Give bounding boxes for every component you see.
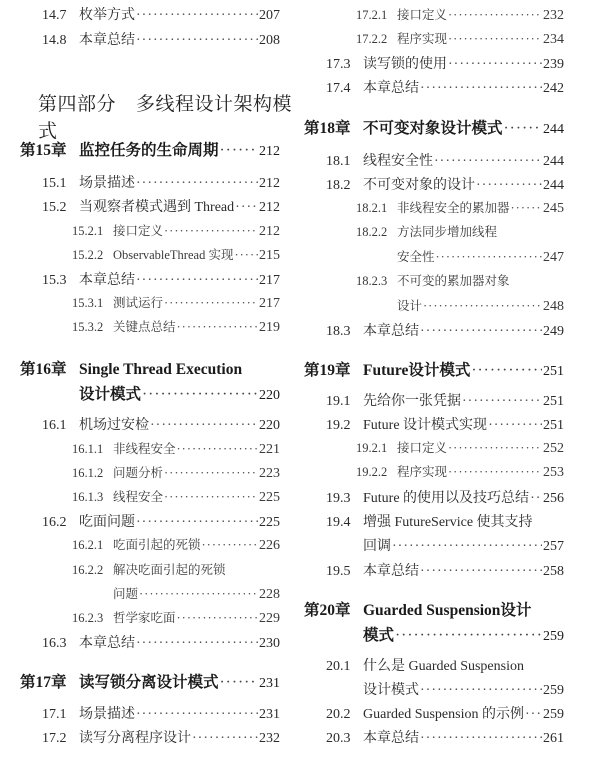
leader-dots	[192, 731, 258, 747]
toc-entry-line1[interactable]	[326, 511, 533, 531]
leader-dots	[202, 538, 258, 553]
leader-dots	[476, 178, 542, 194]
section-number: 18.1	[326, 154, 351, 169]
page-number: 226	[259, 538, 280, 553]
toc-entry[interactable]	[72, 245, 280, 264]
leader-dots	[420, 564, 542, 580]
leader-dots	[488, 418, 542, 434]
leader-dots	[395, 627, 542, 645]
section-title: 本章总结	[79, 636, 135, 651]
toc-entry[interactable]	[356, 438, 564, 457]
section-number: 14.7	[42, 8, 67, 23]
chapter-number: 第18章	[304, 120, 351, 137]
toc-entry[interactable]	[42, 29, 280, 49]
chapter-number: 第20章	[304, 602, 351, 619]
section-number: 14.8	[42, 33, 67, 48]
toc-entry[interactable]	[326, 703, 564, 723]
toc-entry-line2[interactable]	[113, 584, 280, 603]
chapter-title: 读写锁分离设计模式	[79, 674, 219, 691]
section-title: 程序实现	[397, 32, 448, 46]
chapter-title: 不可变对象设计模式	[363, 120, 503, 137]
section-number: 19.3	[326, 491, 351, 506]
leader-dots	[436, 250, 542, 265]
section-number: 17.2.2	[356, 32, 388, 46]
section-title: 测试运行	[113, 296, 164, 310]
section-number: 17.3	[326, 57, 351, 72]
section-title: 哲学家吃面	[113, 611, 176, 625]
section-number: 17.2	[42, 731, 67, 746]
page-number: 219	[259, 320, 280, 335]
chapter-title-line1: Single Thread Execution	[79, 361, 243, 378]
leader-dots	[150, 418, 258, 434]
page-number: 259	[543, 707, 564, 722]
page-number: 229	[259, 611, 280, 626]
section-number: 19.5	[326, 564, 351, 579]
chapter-title: Future设计模式	[363, 362, 471, 379]
page-number: 217	[259, 296, 280, 311]
leader-dots	[420, 81, 542, 97]
section-number: 16.1	[42, 418, 67, 433]
section-title: 吃面引起的死锁	[113, 538, 201, 552]
page-number: 249	[543, 324, 564, 339]
toc-entry[interactable]	[326, 174, 564, 194]
leader-dots	[136, 33, 258, 49]
section-number: 18.2	[326, 178, 351, 193]
section-title: 接口定义	[113, 224, 164, 238]
leader-dots	[177, 320, 258, 335]
leader-dots	[504, 120, 542, 138]
section-title: Future 的使用以及技巧总结	[363, 491, 530, 506]
section-title: 枚举方式	[79, 8, 135, 23]
page-number: 212	[259, 224, 280, 239]
leader-dots	[136, 515, 258, 531]
page-number: 220	[259, 418, 280, 433]
page-number: 256	[543, 491, 564, 506]
section-title-line2: 设计模式	[363, 683, 419, 698]
toc-entry-line2[interactable]	[397, 247, 564, 266]
chapter-entry-line1[interactable]	[304, 598, 531, 620]
section-number: 16.2.1	[72, 538, 104, 552]
part-title: 多线程设计架构模式	[38, 94, 293, 142]
page-number: 215	[259, 248, 280, 263]
section-title: Future 设计模式实现	[363, 418, 488, 433]
section-number: 15.3	[42, 273, 67, 288]
leader-dots	[420, 731, 542, 747]
section-title-line1: 解决吃面引起的死锁	[113, 563, 226, 577]
page-number: 212	[259, 176, 280, 191]
toc-entry[interactable]	[356, 198, 564, 217]
part-label: 第四部分	[38, 94, 117, 115]
section-title: 程序实现	[397, 465, 448, 479]
section-number: 17.4	[326, 81, 351, 96]
leader-dots	[525, 707, 542, 723]
section-title: 当观察者模式遇到 Thread	[79, 200, 235, 215]
page-number: 228	[259, 587, 280, 602]
leader-dots	[471, 362, 542, 380]
page-number: 223	[259, 466, 280, 481]
leader-dots	[164, 490, 258, 505]
section-title: ObservableThread 实现	[113, 248, 234, 262]
page-number: 251	[543, 364, 564, 379]
page-number: 245	[543, 201, 564, 216]
section-title: 不可变对象的设计	[363, 178, 475, 193]
toc-entry[interactable]	[42, 632, 280, 652]
chapter-entry[interactable]	[304, 358, 564, 380]
page-number: 259	[543, 683, 564, 698]
leader-dots	[448, 8, 542, 23]
page-number: 248	[543, 299, 564, 314]
toc-entry[interactable]	[72, 535, 280, 554]
leader-dots	[220, 142, 258, 160]
page-number: 244	[543, 178, 564, 193]
toc-entry[interactable]	[72, 317, 280, 336]
page-number: 232	[543, 8, 564, 23]
page-number: 253	[543, 465, 564, 480]
section-title: 本章总结	[363, 731, 419, 746]
leader-dots	[511, 201, 542, 216]
page-number: 257	[543, 539, 564, 554]
section-number: 16.2.2	[72, 563, 104, 577]
page-number: 234	[543, 32, 564, 47]
page-number: 208	[259, 33, 280, 48]
section-number: 19.2.1	[356, 441, 388, 455]
chapter-entry-line2[interactable]	[363, 623, 564, 645]
section-number: 18.2.1	[356, 201, 388, 215]
page-number: 251	[543, 394, 564, 409]
toc-entry[interactable]	[326, 727, 564, 747]
section-title: 本章总结	[79, 33, 135, 48]
chapter-entry-line2[interactable]	[79, 382, 280, 404]
page-number: 244	[543, 122, 564, 137]
page-number: 251	[543, 418, 564, 433]
section-number: 17.2.1	[356, 8, 388, 22]
leader-dots	[434, 154, 542, 170]
leader-dots	[448, 465, 542, 480]
page-number: 225	[259, 490, 280, 505]
toc-entry[interactable]	[326, 390, 564, 410]
page-number: 207	[259, 8, 280, 23]
leader-dots	[177, 442, 258, 457]
page-number: 225	[259, 515, 280, 530]
toc-entry[interactable]	[72, 221, 280, 240]
section-number: 16.2.3	[72, 611, 104, 625]
section-number: 16.2	[42, 515, 67, 530]
section-number: 15.3.1	[72, 296, 104, 310]
chapter-number: 第15章	[20, 142, 67, 159]
section-title: 本章总结	[363, 324, 419, 339]
page-number: 244	[543, 154, 564, 169]
toc-entry[interactable]	[326, 487, 564, 507]
leader-dots	[136, 636, 258, 652]
toc-entry[interactable]	[72, 439, 280, 458]
section-title: 机场过安检	[79, 418, 149, 433]
chapter-title: 监控任务的生命周期	[79, 142, 219, 159]
part-heading	[38, 89, 300, 143]
leader-dots	[234, 248, 258, 263]
leader-dots	[139, 587, 258, 602]
toc-entry-line1[interactable]	[356, 222, 497, 240]
section-title-line1: 方法同步增加线程	[397, 225, 498, 239]
toc-entry[interactable]	[42, 414, 280, 434]
chapter-entry-line1[interactable]	[20, 357, 242, 379]
leader-dots	[420, 683, 542, 699]
toc-entry-line2[interactable]	[363, 679, 564, 699]
toc-entry-line2[interactable]	[397, 296, 564, 315]
leader-dots	[220, 674, 258, 692]
chapter-entry[interactable]	[20, 670, 280, 692]
section-title: 先给你一张凭据	[363, 394, 461, 409]
chapter-number: 第17章	[20, 674, 67, 691]
toc-entry-line2[interactable]	[363, 535, 564, 555]
leader-dots	[164, 296, 258, 311]
section-number: 19.2	[326, 418, 351, 433]
section-title-line1: 什么是 Guarded Suspension	[363, 659, 524, 674]
page-number: 247	[543, 250, 564, 265]
toc-entry-line1[interactable]	[326, 655, 524, 675]
section-title: 问题分析	[113, 466, 164, 480]
chapter-number: 第19章	[304, 362, 351, 379]
leader-dots	[136, 273, 258, 289]
section-title: 吃面问题	[79, 515, 135, 530]
page-number: 252	[543, 441, 564, 456]
leader-dots	[448, 441, 542, 456]
leader-dots	[420, 324, 542, 340]
section-number: 16.3	[42, 636, 67, 651]
section-number: 15.3.2	[72, 320, 104, 334]
section-number: 19.1	[326, 394, 351, 409]
section-number: 18.2.2	[356, 225, 388, 239]
page-number: 259	[543, 629, 564, 644]
section-title-line1: 增强 FutureService 使其支持	[363, 515, 533, 530]
chapter-entry[interactable]	[20, 138, 280, 160]
toc-entry[interactable]	[42, 727, 280, 747]
page-number: 258	[543, 564, 564, 579]
section-title: 非线程安全的累加器	[397, 201, 510, 215]
leader-dots	[142, 386, 258, 404]
section-title: 关键点总结	[113, 320, 176, 334]
toc-entry[interactable]	[326, 414, 564, 434]
section-title: 场景描述	[79, 707, 135, 722]
leader-dots	[530, 491, 542, 507]
section-number: 20.2	[326, 707, 351, 722]
toc-entry[interactable]	[326, 560, 564, 580]
toc-entry[interactable]	[326, 320, 564, 340]
leader-dots	[136, 176, 258, 192]
section-title-line2: 设计	[397, 299, 423, 313]
toc-entry[interactable]	[42, 196, 280, 216]
chapter-entry[interactable]	[304, 116, 564, 138]
chapter-number: 第16章	[20, 361, 67, 378]
leader-dots	[136, 707, 258, 723]
toc-entry[interactable]	[42, 172, 280, 192]
section-title-line2: 安全性	[397, 250, 435, 264]
section-number: 18.3	[326, 324, 351, 339]
chapter-title-line1: Guarded Suspension设计	[363, 602, 532, 619]
leader-dots	[164, 466, 258, 481]
toc-entry[interactable]	[356, 29, 564, 48]
page-number: 221	[259, 442, 280, 457]
toc-entry[interactable]	[356, 5, 564, 24]
section-title: 本章总结	[79, 273, 135, 288]
toc-entry[interactable]	[72, 463, 280, 482]
leader-dots	[235, 200, 258, 216]
section-title: 接口定义	[397, 441, 448, 455]
leader-dots	[423, 299, 542, 314]
section-number: 19.4	[326, 515, 351, 530]
toc-entry[interactable]	[42, 703, 280, 723]
toc-entry[interactable]	[42, 4, 280, 24]
leader-dots	[448, 57, 542, 73]
toc-entry[interactable]	[326, 53, 564, 73]
page-number: 261	[543, 731, 564, 746]
section-number: 19.2.2	[356, 465, 388, 479]
section-number: 17.1	[42, 707, 67, 722]
leader-dots	[392, 539, 542, 555]
page-number: 212	[259, 144, 280, 159]
toc-entry[interactable]	[72, 487, 280, 506]
section-title: 本章总结	[363, 81, 419, 96]
toc-entry[interactable]	[326, 150, 564, 170]
toc-entry[interactable]	[356, 462, 564, 481]
leader-dots	[448, 32, 542, 47]
section-title-line2: 问题	[113, 587, 139, 601]
toc-entry[interactable]	[42, 269, 280, 289]
section-number: 15.2	[42, 200, 67, 215]
page-number: 239	[543, 57, 564, 72]
chapter-title-line2: 模式	[363, 627, 395, 644]
page-number: 217	[259, 273, 280, 288]
toc-entry[interactable]	[42, 511, 280, 531]
section-title: 非线程安全	[113, 442, 176, 456]
section-title: 本章总结	[363, 564, 419, 579]
section-title: 接口定义	[397, 8, 448, 22]
leader-dots	[462, 394, 542, 410]
section-title: Guarded Suspension 的示例	[363, 707, 524, 722]
page-number: 212	[259, 200, 280, 215]
section-title-line1: 不可变的累加器对象	[397, 274, 510, 288]
toc-entry-line1[interactable]	[72, 560, 226, 578]
leader-dots	[136, 8, 258, 24]
section-number: 20.3	[326, 731, 351, 746]
section-number: 15.2.2	[72, 248, 104, 262]
page-number: 230	[259, 636, 280, 651]
section-title: 场景描述	[79, 176, 135, 191]
section-title: 线程安全	[113, 490, 164, 504]
toc-entry[interactable]	[72, 293, 280, 312]
page-number: 232	[259, 731, 280, 746]
toc-entry[interactable]	[326, 77, 564, 97]
toc-entry-line1[interactable]	[356, 271, 510, 289]
section-number: 20.1	[326, 659, 351, 674]
section-title: 线程安全性	[363, 154, 433, 169]
section-number: 15.2.1	[72, 224, 104, 238]
section-number: 16.1.1	[72, 442, 104, 456]
toc-entry[interactable]	[72, 608, 280, 627]
leader-dots	[177, 611, 258, 626]
page-number: 231	[259, 707, 280, 722]
page-number: 242	[543, 81, 564, 96]
section-title-line2: 回调	[363, 539, 391, 554]
section-number: 15.1	[42, 176, 67, 191]
section-title: 读写锁的使用	[363, 57, 447, 72]
chapter-title-line2: 设计模式	[79, 386, 142, 403]
page-number: 220	[259, 388, 280, 403]
section-title: 读写分离程序设计	[79, 731, 191, 746]
page-number: 231	[259, 676, 280, 691]
section-number: 16.1.2	[72, 466, 104, 480]
leader-dots	[164, 224, 258, 239]
section-number: 18.2.3	[356, 274, 388, 288]
section-number: 16.1.3	[72, 490, 104, 504]
